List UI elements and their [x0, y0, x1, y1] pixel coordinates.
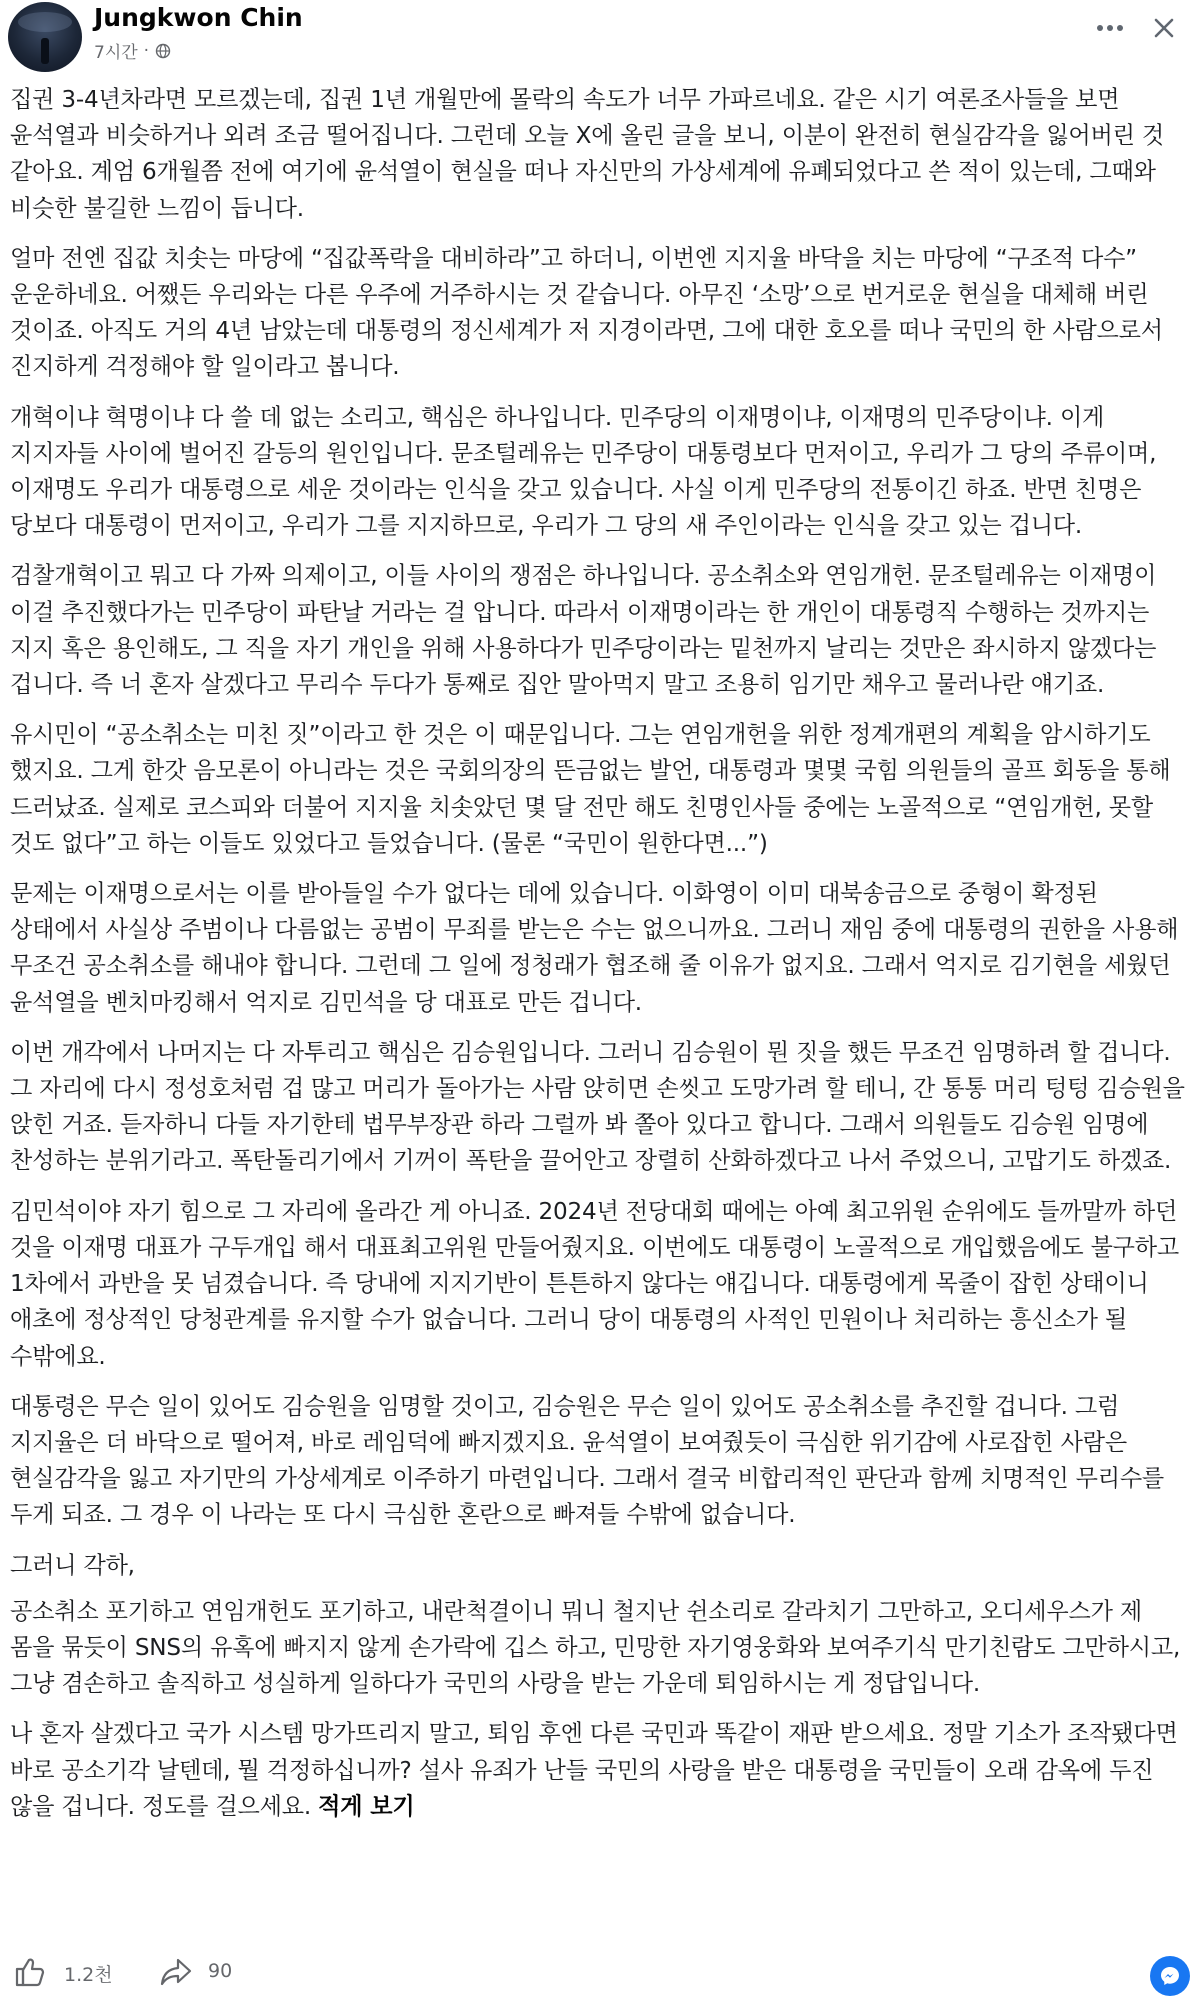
avatar-glow: [18, 12, 72, 32]
globe-icon: [155, 43, 171, 59]
paragraph: 김민석이야 자기 힘으로 그 자리에 올라간 게 아니죠. 2024년 전당대회 때에는 아예 최고위원 순위에도 들까말까 하던 것을 이재명 대표가 구두개입 해서 대표최고위원 만들어줬지요. 이번에도 대통령이 노골적으로 개입했음에도 불구하고 1차에서 과반을 못 넘겼습니다. 즉 당내에 지지기반이 튼튼하지 않다는 얘깁니다. 대통령에게 목줄이 잡힌 상태이니 애초에 정상적인 당청관계를 유지할 수가 없습니다. 그러니 당이 대통령의 사적인 민원이나 처리하는 흥신소가 될 수밖에요.: [10, 1198, 1180, 1370]
close-icon[interactable]: [1146, 10, 1182, 46]
meta-separator: ·: [143, 40, 150, 61]
messenger-button[interactable]: [1150, 1956, 1190, 1996]
post-meta: [94, 38, 171, 63]
share-count: 90: [208, 1960, 233, 1982]
post-time[interactable]: 7시간: [94, 43, 138, 63]
share-icon[interactable]: [158, 1954, 194, 1990]
more-options-icon-dot: [1117, 25, 1123, 31]
more-options-icon: [1097, 25, 1103, 31]
paragraph: 공소취소 포기하고 연임개헌도 포기하고, 내란척결이니 뭐니 철지난 쉰소리로 갈라치기 그만하고, 오디세우스가 제 몸을 묶듯이 SNS의 유혹에 빠지지 않게 손가락에 깁스 하고, 민망한 자기영웅화와 보여주기식 만기친람도 그만하시고, 그냥 겸손하고 솔직하고 성실하게 일하다가 국민의 사랑을 받는 가운데 퇴임하시는 게 정답입니다.: [10, 1598, 1181, 1698]
last-paragraph: [10, 1716, 1185, 1825]
paragraph: 유시민이 “공소취소는 미친 짓”이라고 한 것은 이 때문입니다. 그는 연임개헌을 위한 정계개편의 계획을 암시하기도 했지요. 그게 한갓 음모론이 아니라는 것은 국회의장의 뜬금없는 발언, 대통령과 몇몇 국힘 의원들의 골프 회동을 통해 드러났죠. 실제로 코스피와 더불어 지지율 치솟았던 몇 달 전만 해도 친명인사들 중에는 노골적으로 “연임개헌, 못할 것도 없다”고 하는 이들도 있었다고 들었습니다. (물론 “국민이 원한다면...”): [10, 722, 1171, 857]
paragraph: 대통령은 무슨 일이 있어도 김승원을 임명할 것이고, 김승원은 무슨 일이 있어도 공소취소를 추진할 겁니다. 그럼 지지율은 더 바닥으로 떨어져, 바로 레임덕에 빠지겠지요. 윤석열이 보여줬듯이 극심한 위기감에 사로잡힌 사람은 현실감각을 잃고 자기만의 가상세계로 이주하기 마련입니다. 그래서 결국 비합리적인 판단과 함께 치명적인 무리수를 두게 되죠. 그 경우 이 나라는 또 다시 극심한 혼란으로 빠져들 수밖에 없습니다.: [10, 1393, 1165, 1529]
paragraph: 문제는 이재명으로서는 이를 받아들일 수가 없다는 데에 있습니다. 이화영이 이미 대북송금으로 중형이 확정된 상태에서 사실상 주범이나 다름없는 공범이 무죄를 받는은 수는 없으니까요. 그러니 재임 중에 대통령의 권한을 사용해 무조건 공소취소를 해내야 합니다. 그런데 그 일에 정청래가 협조해 줄 이유가 없지요. 그래서 억지로 김기현을 세웠던 윤석열을 벤치마킹해서 억지로 김민석을 당 대표로 만든 겁니다.: [10, 881, 1179, 1016]
post-header: [0, 0, 1200, 76]
paragraph: 개혁이냐 혁명이냐 다 쓸 데 없는 소리고, 핵심은 하나입니다. 민주당의 이재명이냐, 이재명의 민주당이냐. 이게 지지자들 사이에 벌어진 갈등의 원인입니다. 문조털레유는 민주당이 대통령보다 먼저이고, 우리가 그 당의 주류이며, 이재명도 우리가 대통령으로 세운 것이라는 인식을 갖고 있습니다. 사실 이게 민주당의 전통이긴 하죠. 반면 친명은 당보다 대통령이 먼저이고, 우리가 그를 지지하므로, 우리가 그 당의 새 주인이라는 인식을 갖고 있는 겁니다.: [10, 404, 1157, 540]
paragraph: 이번 개각에서 나머지는 다 자투리고 핵심은 김승원입니다. 그러니 김승원이 뭔 짓을 했든 무조건 임명하려 할 겁니다. 그 자리에 다시 정성호처럼 겁 많고 머리가 돌아가는 사람 앉히면 손씻고 도망가려 할 테니, 간 통통 머리 텅텅 김승원을 앉힌 거죠. 듣자하니 다들 자기한테 법무부장관 하라 그럴까 봐 쫄아 있다고 합니다. 그래서 의원들도 김승원 임명에 찬성하는 분위기라고. 폭탄돌리기에서 기꺼이 폭탄을 끌어안고 장렬히 산화하겠다고 나서 주었으니, 고맙기도 하겠죠.: [10, 1039, 1185, 1175]
avatar[interactable]: [8, 2, 82, 72]
messenger-icon: [1158, 1964, 1182, 1988]
paragraph: 얼마 전엔 집값 치솟는 마당에 “집값폭락을 대비하라”고 하더니, 이번엔 지지율 바닥을 치는 마당에 “구조적 다수” 운운하네요. 어쨌든 우리와는 다른 우주에 거주하시는 것 같습니다. 아무진 ‘소망’으로 번거로운 현실을 대체해 버린 것이죠. 아직도 거의 4년 남았는데 대통령의 정신세계가 저 지경이라면, 그에 대한 호오를 떠나 국민의 한 사람으로서 진지하게 걱정해야 할 일이라고 봅니다.: [10, 245, 1163, 381]
paragraph: 검찰개혁이고 뭐고 다 가짜 의제이고, 이들 사이의 쟁점은 하나입니다. 공소취소와 연임개헌. 문조털레유는 이재명이 이걸 추진했다가는 민주당이 파탄날 거라는 걸 압니다. 따라서 이재명이라는 한 개인이 대통령직 수행하는 것까지는 지지 혹은 용인해도, 그 직을 자기 개인을 위해 사용하다가 민주당이라는 밑천까지 날리는 것만은 좌시하지 않겠다는 겁니다. 즉 너 혼자 살겠다고 무리수 두다가 통째로 집안 말아먹지 말고 조용히 임기만 채우고 물러나란 얘기죠.: [10, 563, 1157, 699]
post-body: [10, 82, 1185, 1839]
paragraph: 그러니 각하,: [10, 1552, 135, 1579]
paragraph: 집권 3-4년차라면 모르겠는데, 집권 1년 개월만에 몰락의 속도가 너무 가파르네요. 같은 시기 여론조사들을 보면 윤석열과 비슷하거나 외려 조금 떨어집니다. 그런데 오늘 X에 올린 글을 보니, 이분이 완전히 현실감각을 잃어버린 것 같아요. 계엄 6개월쯤 전에 여기에 윤석열이 현실을 떠나 자신만의 가상세계에 유폐되었다고 쓴 적이 있는데, 그때와 비슷한 불길한 느낌이 듭니다.: [10, 87, 1165, 222]
author-name[interactable]: Jungkwon Chin: [94, 3, 303, 32]
post-footer: [0, 1948, 1200, 1998]
avatar-figure: [41, 38, 49, 64]
paragraph-text: 나 혼자 살겠다고 국가 시스템 망가뜨리지 말고, 퇴임 후엔 다른 국민과 똑같이 재판 받으세요. 정말 기소가 조작됐다면 바로 공소기각 날텐데, 뭘 걱정하십니까? 설사 유죄가 난들 국민의 사랑을 받은 대통령을 국민들이 오래 감옥에 두진 않을 겁니다. 정도를 걸으세요.: [10, 1721, 1178, 1820]
see-less-link[interactable]: 적게 보기: [318, 1793, 415, 1820]
more-options-button[interactable]: [1090, 8, 1130, 48]
like-icon[interactable]: [12, 1954, 48, 1990]
more-options-icon-dot: [1107, 25, 1113, 31]
like-count: 1.2천: [64, 1964, 113, 1986]
